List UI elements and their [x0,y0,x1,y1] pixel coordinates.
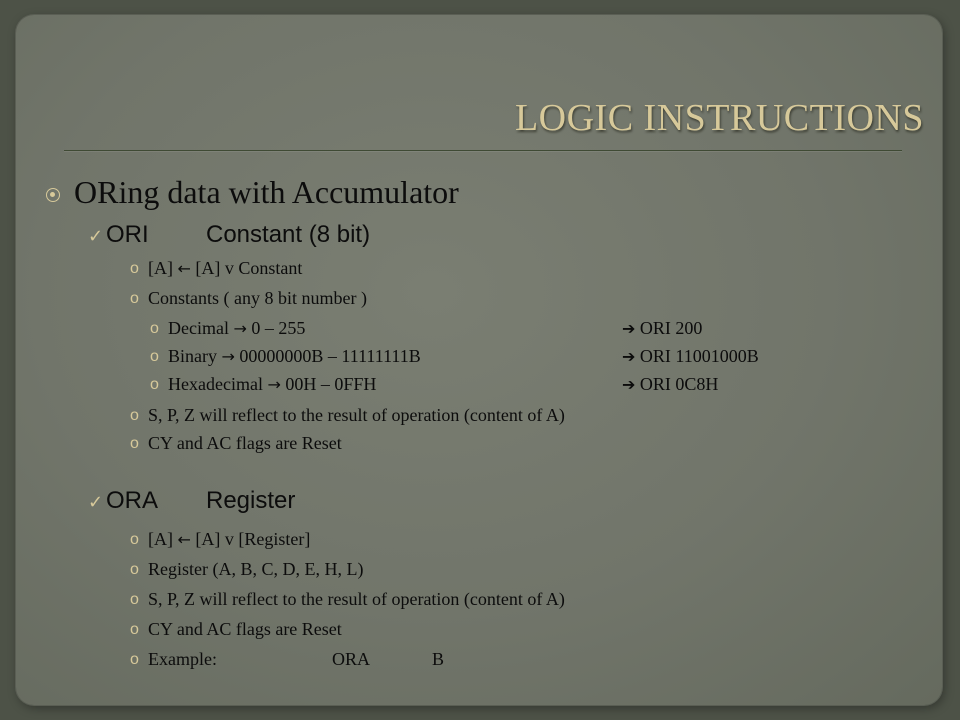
register-list: (A, B, C, D, E, H, L) [212,559,364,579]
example-instruction: ORI 11001000B [639,346,759,366]
ori-operand: Constant (8 bit) [206,221,371,248]
bold-right-arrow-icon: ➔ [622,347,636,366]
ori-operation-rhs: [A] v Constant [195,258,303,278]
hollow-o-icon: o [130,435,139,452]
ori-constants-line: Constants ( any 8 bit number ) [148,288,367,308]
hollow-o-icon: o [150,348,159,365]
hollow-o-icon: o [130,591,139,608]
checkmark-icon: ✓ [88,492,104,513]
range-name: Binary [168,346,217,366]
ora-mnemonic: ORA [106,487,159,514]
bold-right-arrow-icon: ➔ [622,375,636,394]
ori-cy-line: CY and AC flags are Reset [148,433,342,453]
right-arrow-icon: → [267,375,281,394]
example-instruction: ORI 0C8H [639,374,719,394]
ora-cy-line: CY and AC flags are Reset [148,619,342,639]
ora-example-label: Example: [148,649,217,669]
hollow-o-icon: o [130,621,139,638]
ora-operand: Register [206,487,296,514]
range-decimal [168,318,305,339]
ori-operation-lhs: [A] [148,258,173,278]
hollow-o-icon: o [150,376,159,393]
ora-operation [148,529,310,550]
range-value: 00H – 0FFH [285,374,377,394]
ori-mnemonic: ORI [106,221,149,248]
circle-dot-icon [46,188,60,202]
hollow-o-icon: o [130,260,139,277]
left-arrow-icon: ← [177,530,191,549]
ora-operation-rhs: [A] v [Register] [195,529,311,549]
right-arrow-icon: → [221,347,235,366]
range-hexadecimal-example [622,374,718,395]
range-binary [168,346,421,367]
bold-right-arrow-icon: ➔ [622,319,636,338]
hollow-o-icon: o [130,561,139,578]
range-binary-example [622,346,759,367]
main-heading: ORing data with Accumulator [74,174,459,210]
ora-register-line [148,559,364,580]
left-arrow-icon: ← [177,259,191,278]
ori-flags-line: S, P, Z will reflect to the result of operation (content of A) [148,405,565,425]
register-label: Register [148,559,208,579]
hollow-o-icon: o [130,407,139,424]
range-hexadecimal [168,374,376,395]
range-value: 00000000B – 11111111B [239,346,421,366]
range-value: 0 – 255 [251,318,306,338]
checkmark-icon: ✓ [88,226,104,247]
example-instruction: ORI 200 [639,318,703,338]
ora-example-mnemonic: ORA [332,649,371,669]
ora-operation-lhs: [A] [148,529,173,549]
hollow-o-icon: o [130,531,139,548]
range-name: Hexadecimal [168,374,263,394]
range-name: Decimal [168,318,229,338]
hollow-o-icon: o [130,290,139,307]
ora-flags-line: S, P, Z will reflect to the result of operation (content of A) [148,589,565,609]
ori-header [106,221,149,249]
ori-operation [148,258,302,279]
ora-example-operand: B [432,649,445,669]
right-arrow-icon: → [233,319,247,338]
hollow-o-icon: o [130,651,139,668]
hollow-o-icon: o [150,320,159,337]
slide-title: LOGIC INSTRUCTIONS [514,97,924,139]
range-decimal-example [622,318,702,339]
